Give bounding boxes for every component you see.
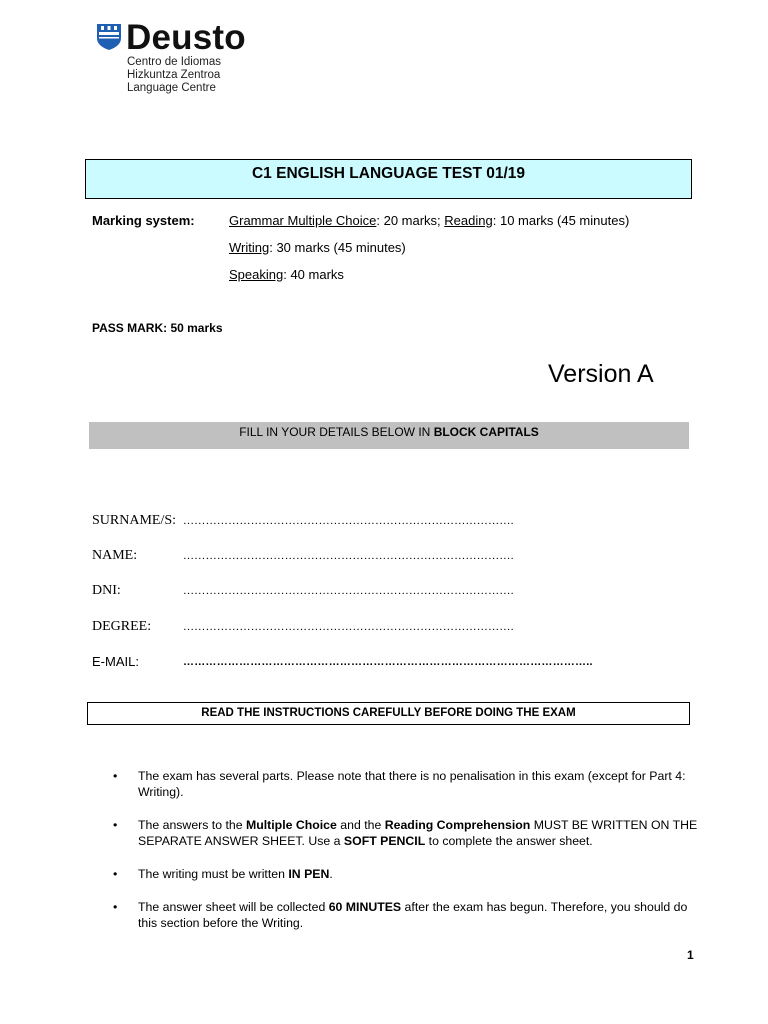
logo-line-2: Hizkuntza Zentroa bbox=[127, 69, 221, 81]
version-label: Version A bbox=[548, 360, 654, 388]
grammar-value: : 20 marks; bbox=[376, 213, 441, 228]
logo-line-1: Centro de Idiomas bbox=[127, 56, 221, 68]
writing-value: : 30 marks (45 minutes) bbox=[269, 240, 406, 255]
instructions-header: READ THE INSTRUCTIONS CAREFULLY BEFORE DOING THE EXAM bbox=[87, 702, 690, 725]
fill-details-banner bbox=[89, 422, 689, 449]
speaking-value: : 40 marks bbox=[283, 267, 344, 282]
dni-field[interactable]: ……………………………………………………………………………. bbox=[183, 585, 514, 597]
list-item: • The answers to the Multiple Choice and the Reading Comprehension MUST BE WRITTEN ON THE SEPARATE ANSWER SHEET. Use a SOFT PENCIL to complete the answer sheet. bbox=[113, 818, 698, 848]
speaking-label: Speaking bbox=[229, 267, 284, 282]
page-number: 1 bbox=[687, 948, 694, 962]
bullet-icon: • bbox=[113, 769, 118, 783]
marking-line-2 bbox=[229, 240, 406, 256]
email-label: E-MAIL: bbox=[92, 654, 139, 669]
logo-wordmark: Deusto bbox=[126, 18, 246, 57]
bullet-icon: • bbox=[113, 818, 118, 832]
test-title: C1 ENGLISH LANGUAGE TEST 01/19 bbox=[85, 159, 692, 199]
degree-label: DEGREE: bbox=[92, 619, 152, 634]
name-field[interactable]: ……………………………………………………………………………. bbox=[183, 550, 514, 562]
list-item: • The answer sheet will be collected 60 MINUTES after the exam has begun. Therefore, you should do this section before the Writing. bbox=[113, 900, 688, 930]
pass-mark: PASS MARK: 50 marks bbox=[92, 321, 223, 335]
marking-line-3 bbox=[229, 267, 344, 283]
grammar-label: Grammar Multiple Choice bbox=[229, 213, 377, 228]
email-field[interactable]: ……………………………………………………………………………………………….. bbox=[183, 656, 593, 668]
dni-label: DNI: bbox=[92, 583, 121, 598]
bullet-icon: • bbox=[113, 900, 118, 914]
fill-details-text: FILL IN YOUR DETAILS BELOW IN bbox=[239, 425, 434, 439]
logo-line-3: Language Centre bbox=[127, 82, 216, 94]
name-label: NAME: bbox=[92, 548, 138, 563]
marking-system-label: Marking system: bbox=[92, 213, 195, 228]
bullet-icon: • bbox=[113, 867, 118, 881]
instructions-list bbox=[113, 768, 703, 948]
surname-field[interactable]: ……………………………………………………………………………. bbox=[183, 515, 514, 527]
reading-label: Reading bbox=[444, 213, 493, 228]
list-item: • The writing must be written IN PEN. bbox=[113, 867, 333, 881]
fill-details-emphasis: BLOCK CAPITALS bbox=[433, 425, 539, 439]
reading-value: : 10 marks (45 minutes) bbox=[492, 213, 630, 228]
writing-label: Writing bbox=[229, 240, 270, 255]
marking-line-1 bbox=[229, 213, 629, 229]
list-item: • The exam has several parts. Please note that there is no penalisation in this exam (except for Part 4: Writing). bbox=[113, 769, 686, 799]
degree-field[interactable]: ……………………………………………………………………………. bbox=[183, 621, 514, 633]
deusto-shield-icon bbox=[97, 24, 121, 50]
surname-label: SURNAME/S: bbox=[92, 513, 177, 528]
